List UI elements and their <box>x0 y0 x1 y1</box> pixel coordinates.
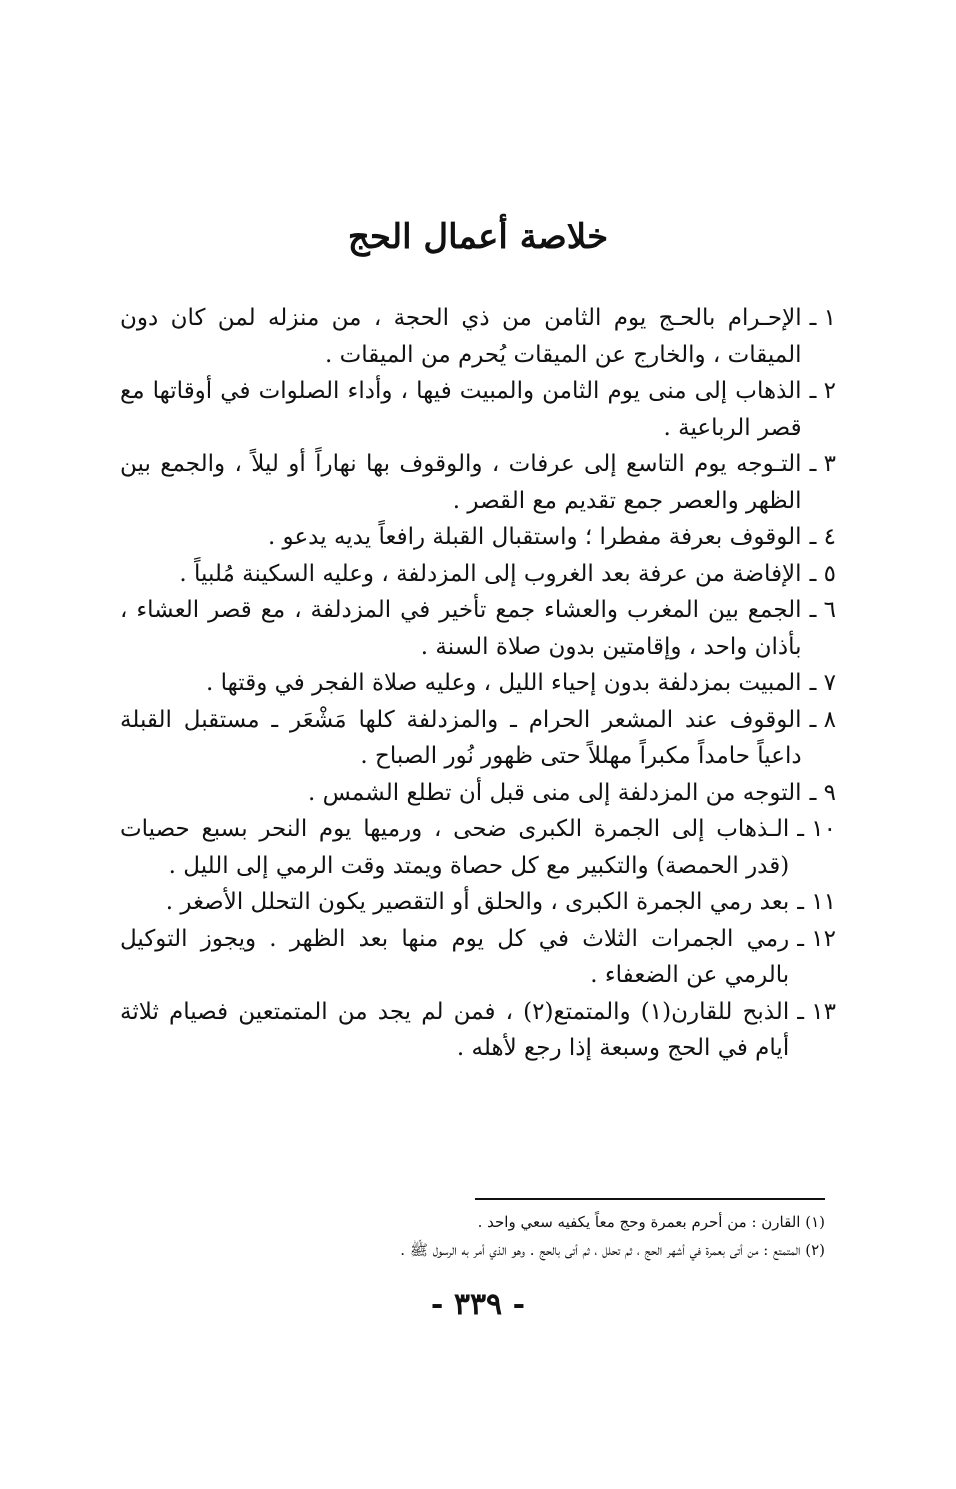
item-number: ١ ـ <box>809 305 836 331</box>
footnote-1: (١) القارن : من أحرم بعمرة وحج معاً يكفيه سعي واحد . <box>477 1213 825 1231</box>
list-item <box>120 446 836 519</box>
summary-list <box>120 300 836 1067</box>
list-item <box>120 702 836 775</box>
item-text: الوقوف بعرفة مفطرا ؛ واستقبال القبلة رافعاً يديه يدعو . <box>267 524 802 550</box>
item-number: ٦ ـ <box>809 597 836 623</box>
item-text: رمي الجمرات الثلاث في كل يوم منها بعد الظهر . ويجوز التوكيل بالرمي عن الضعفاء . <box>120 925 790 988</box>
item-number: ٩ ـ <box>809 779 836 806</box>
footnote-2: (٢) المتمتع : من أتى بعمرة في أشهر الحج ، ثم تحلل ، ثم أتى بالحج . وهو الذي أمر به الرسول ﷺ . <box>400 1241 825 1259</box>
item-text: الإحـرام بالحـج يوم الثامن من ذي الحجة ، من منزله لمن كان دون الميقات ، والخارج عن الميقات يُحرم من الميقات . <box>120 305 802 368</box>
item-text: الوقوف عند المشعر الحرام ـ والمزدلفة كلها مَشْعَر ـ مستقبل القبلة داعياً حامداً مكبراً مهللاً حتى ظهور نُور الصباح . <box>120 706 802 769</box>
item-number: ٣ ـ <box>809 451 836 477</box>
item-text: الإفاضة من عرفة بعد الغروب إلى المزدلفة ، وعليه السكينة مُلبياً . <box>179 560 802 587</box>
list-item <box>120 775 836 812</box>
list-item <box>120 556 836 593</box>
item-number: ٥ ـ <box>809 560 836 587</box>
item-text: الذبح للقارن(١) والمتمتع(٢) ، فمن لم يجد من المتمتعين فصيام ثلاثة أيام في الحج وسبعة إذا رجع لأهله . <box>120 998 790 1061</box>
list-item <box>120 592 836 665</box>
item-text: التـوجه يوم التاسع إلى عرفات ، والوقوف بها نهاراً أو ليلاً ، والجمع بين الظهر والعصر جمع تقديم مع القصر . <box>120 451 802 514</box>
item-number: ١٣ ـ <box>797 998 836 1025</box>
item-text: الـذهاب إلى الجمرة الكبرى ضحى ، ورميها يوم النحر بسبع حصيات (قدر الحمصة) والتكبير مع كل حصاة ويمتد وقت الرمي إلى الليل . <box>120 816 790 879</box>
list-item <box>120 811 836 884</box>
item-number: ١١ ـ <box>797 889 836 915</box>
list-item <box>120 994 836 1067</box>
item-text: بعد رمي الجمرة الكبرى ، والحلق أو التقصير يكون التحلل الأصغر . <box>165 889 790 915</box>
list-item <box>120 300 836 373</box>
list-item <box>120 884 836 921</box>
item-text: التوجه من المزدلفة إلى منى قبل أن تطلع الشمس . <box>307 779 802 806</box>
item-number: ١٠ ـ <box>797 816 836 842</box>
list-item <box>120 665 836 702</box>
footnotes <box>105 1208 825 1264</box>
list-item <box>120 373 836 446</box>
item-number: ٨ ـ <box>809 706 836 733</box>
item-number: ٤ ـ <box>809 524 836 550</box>
list-item <box>120 519 836 556</box>
page-title: خلاصة أعمال الحج <box>347 217 609 257</box>
footnote-divider <box>475 1198 825 1200</box>
page-number: - ٣٣٩ - <box>430 1287 526 1322</box>
item-number: ٧ ـ <box>809 670 836 696</box>
list-item <box>120 921 836 994</box>
item-text: الجمع بين المغرب والعشاء جمع تأخير في المزدلفة ، مع قصر العشاء ، بأذان واحد ، وإقامتين بدون صلاة السنة . <box>120 597 802 660</box>
item-number: ١٢ ـ <box>797 925 836 952</box>
item-text: المبيت بمزدلفة بدون إحياء الليل ، وعليه صلاة الفجر في وقتها . <box>206 670 802 696</box>
item-number: ٢ ـ <box>809 378 836 404</box>
item-text: الذهاب إلى منى يوم الثامن والمبيت فيها ، وأداء الصلوات في أوقاتها مع قصر الرباعية . <box>120 378 802 441</box>
